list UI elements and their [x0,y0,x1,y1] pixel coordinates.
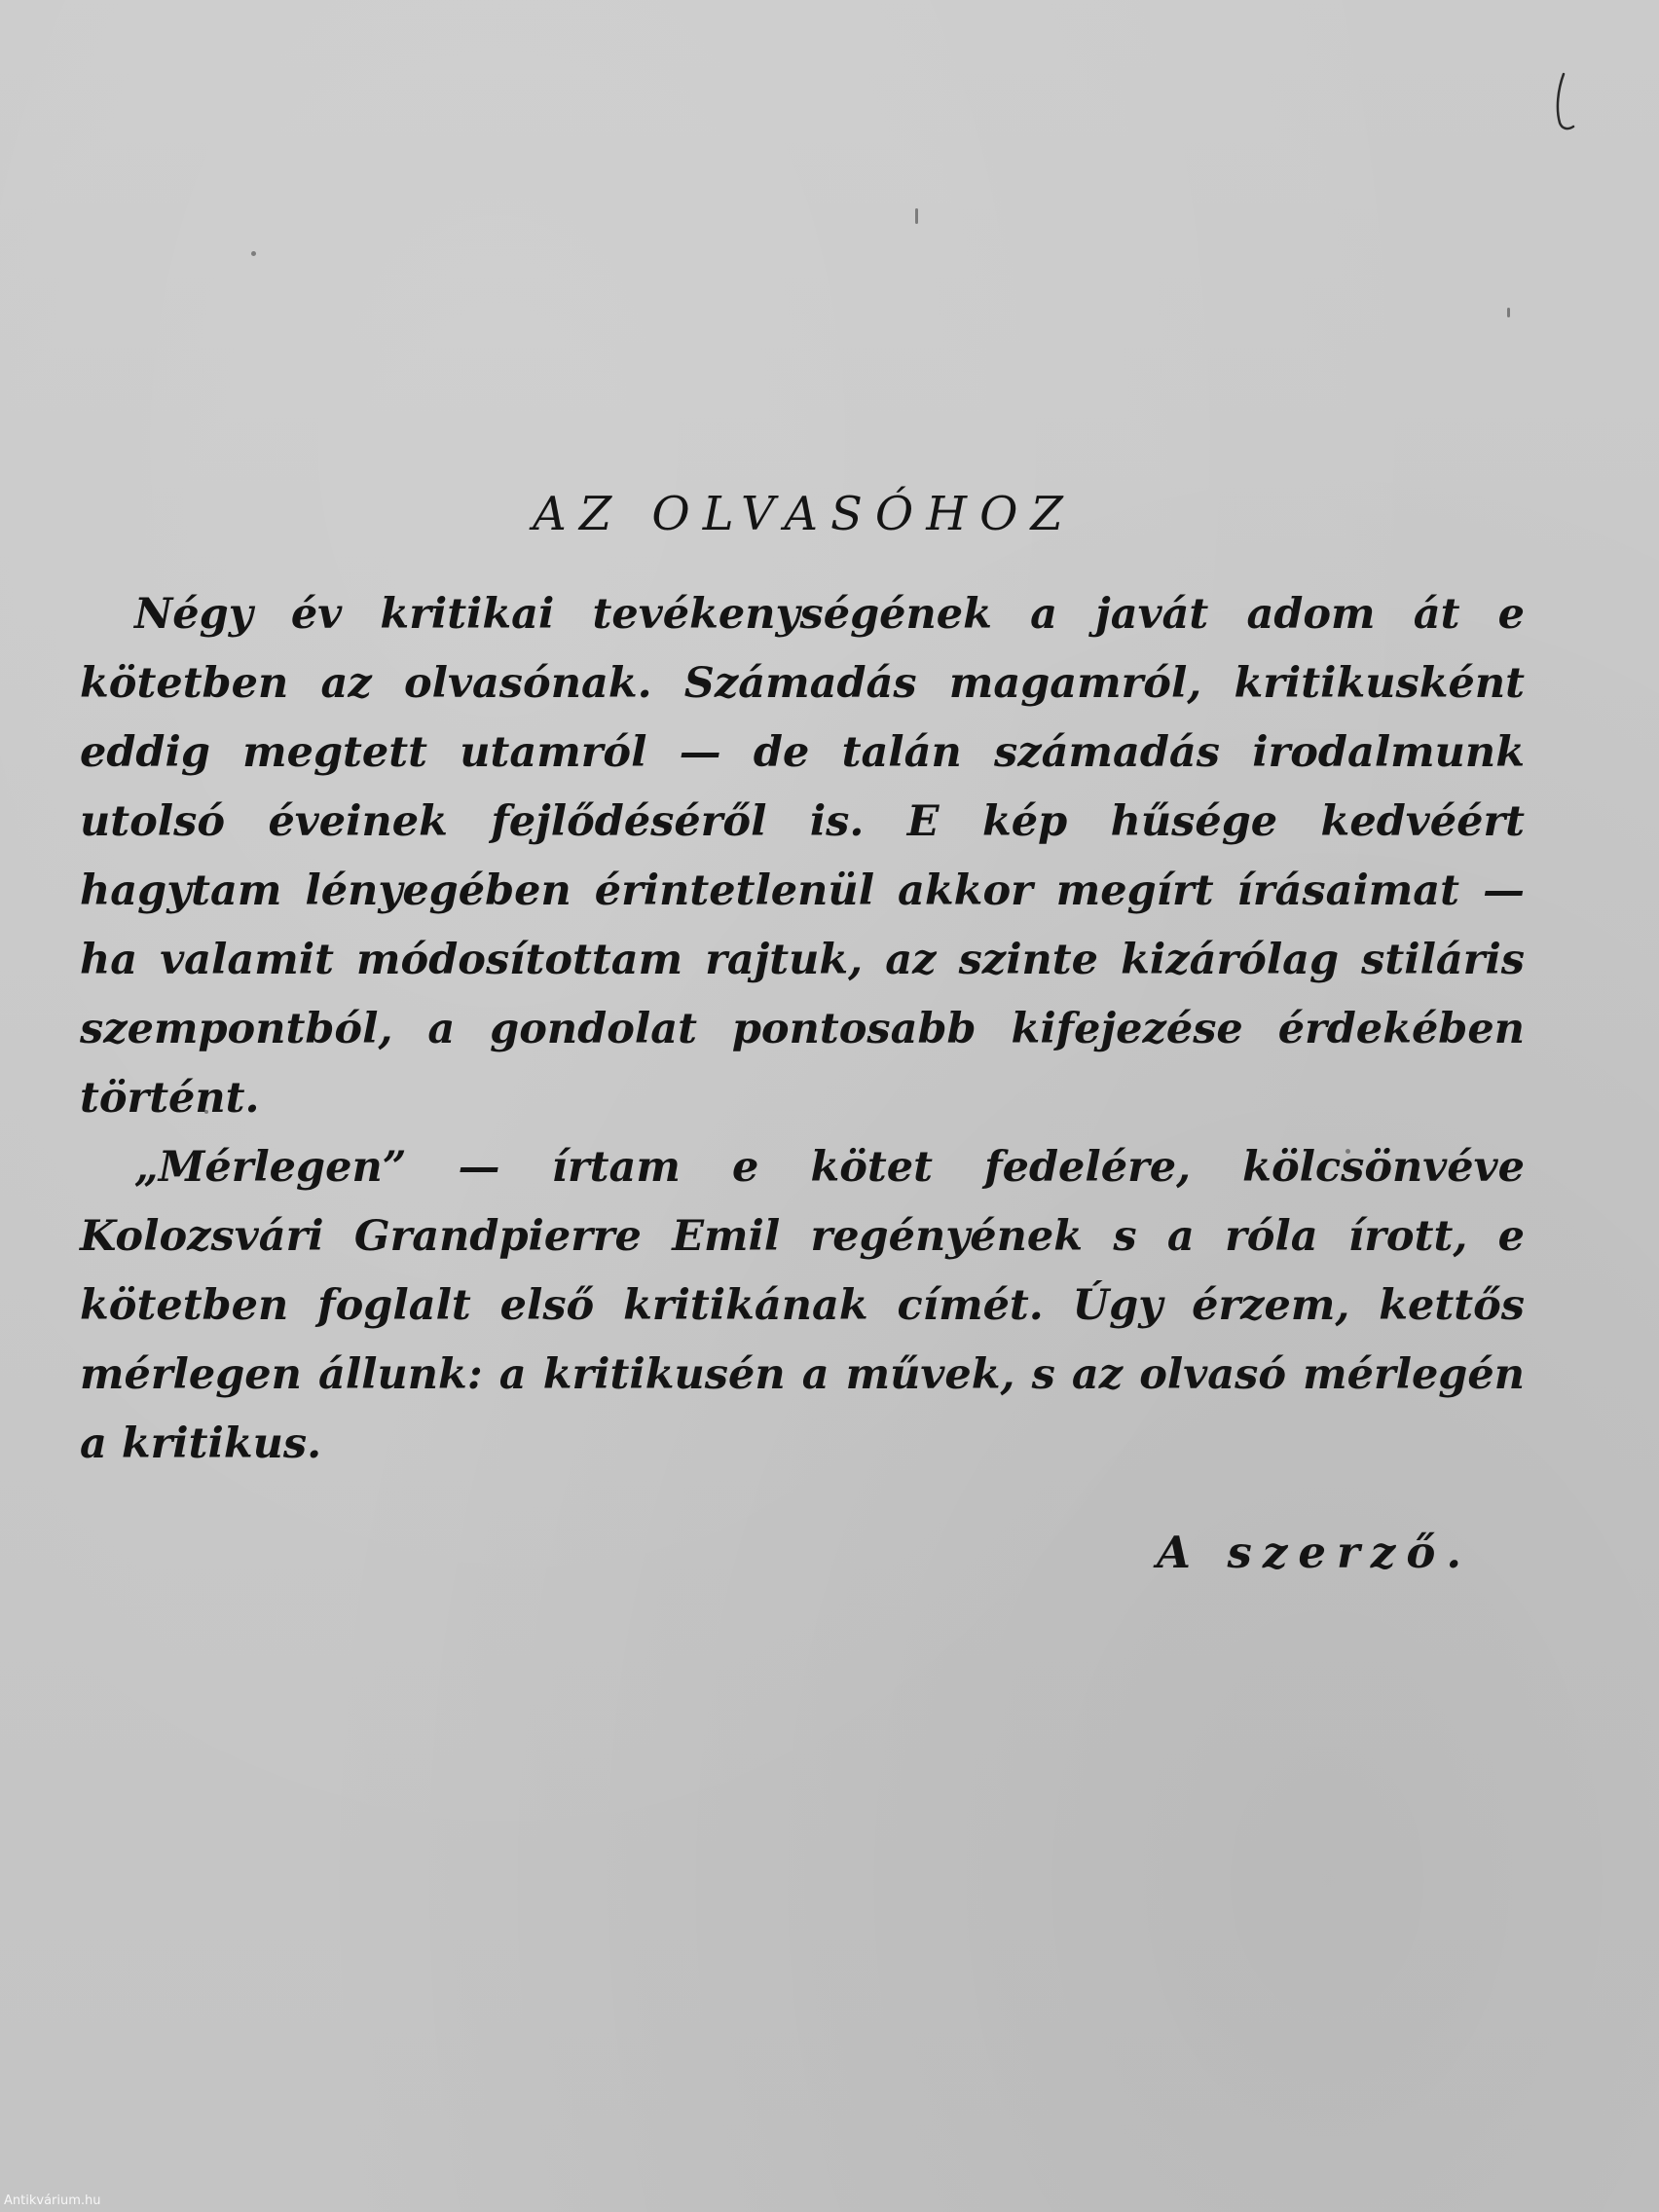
paper-speck [915,208,918,224]
preface-paragraph-2: „Mérlegen” — írtam e kötet fedelére, kölcsönvéve Kolozsvári Grandpierre Emil regényének s a róla írott, e kötetben foglalt első kritikának címét. Úgy érzem, kettős mérlegen állunk: a kritikusén a művek, s az olvasó mérlegén a kritikus. [80,1143,1525,1468]
preface-text [80,580,1525,1479]
preface-paragraph-1: Négy év kritikai tevékenységének a javát adom át e kötetben az olvasónak. Számadás magamról, kritikusként eddig megtett utamról — de talán számadás irodalmunk utolsó éveinek fejlődéséről is. E kép hűsége kedvéért hagytam lényegében érintetlenül akkor megírt írásaimat — ha valamit módosítottam rajtuk, az szinte kizárólag stiláris szempontból, a gondolat pontosabb kifejezése érdekében történt. [80,590,1525,1123]
page-title: AZ OLVASÓHOZ [533,487,1076,542]
paper-speck [251,251,256,256]
paper-speck [1507,308,1510,317]
author-signature: A szerző. [1156,1527,1472,1578]
watermark: Antikvárium.hu [4,2194,101,2208]
pencil-mark-icon [1550,70,1579,132]
